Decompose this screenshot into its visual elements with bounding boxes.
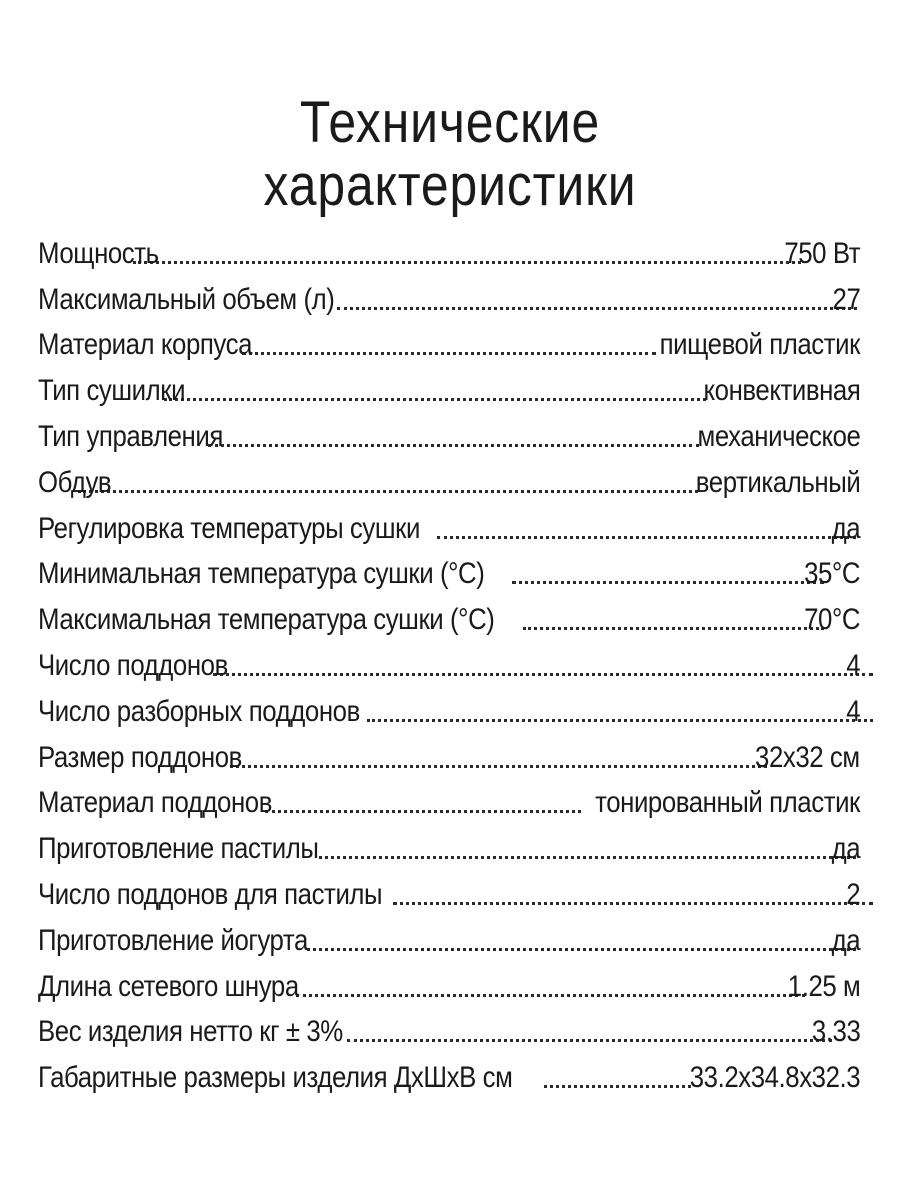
spec-label: Обдув: [38, 465, 112, 499]
spec-label: Число поддонов для пастилы: [38, 877, 383, 911]
dot-leader: [164, 398, 707, 401]
spec-row-dimensions: [38, 1049, 860, 1095]
spec-label: Приготовление пастилы: [38, 832, 319, 866]
spec-label: Регулировка температуры сушки: [38, 511, 420, 545]
spec-value: тонированный пластик: [595, 786, 860, 820]
spec-label: Вес изделия нетто кг ± 3%: [38, 1015, 343, 1049]
spec-row-pastila: [38, 820, 860, 866]
dot-leader: [512, 581, 824, 584]
dot-leader: [367, 719, 873, 722]
title-line-1: Технические: [299, 89, 601, 155]
spec-value: 750 Вт: [784, 236, 860, 270]
spec-label: Материал корпуса: [38, 328, 253, 362]
spec-value: 70°C: [804, 603, 860, 637]
spec-value: да: [831, 923, 860, 957]
spec-value: конвективная: [703, 374, 860, 408]
spec-value: 35°C: [804, 557, 860, 591]
dot-leader: [213, 673, 872, 676]
spec-row-power: [38, 225, 860, 271]
spec-value: да: [831, 832, 860, 866]
spec-row-tray-count: [38, 637, 860, 683]
dot-leader: [265, 810, 581, 813]
dot-leader: [78, 490, 698, 493]
spec-label: Материал поддонов: [38, 786, 272, 820]
dot-leader: [242, 352, 656, 355]
spec-value: пищевой пластик: [659, 328, 860, 362]
dot-leader: [347, 1039, 832, 1042]
spec-value: 2: [846, 877, 860, 911]
spec-value: 33.2х34.8х32.3: [689, 1061, 860, 1095]
spec-row-collapsible-trays: [38, 683, 860, 729]
spec-row-cord-length: [38, 958, 860, 1004]
spec-row-tray-material: [38, 775, 860, 821]
spec-label: Длина сетевого шнура: [38, 969, 299, 1003]
spec-label: Число поддонов: [38, 648, 228, 682]
spec-row-max-temp: [38, 591, 860, 637]
spec-label: Приготовление йогурта: [38, 923, 308, 957]
spec-row-tray-size: [38, 729, 860, 775]
dot-leader: [208, 444, 700, 447]
spec-label: Размер поддонов: [38, 740, 242, 774]
spec-label: Максимальный объем (л): [38, 282, 335, 316]
spec-row-dryer-type: [38, 362, 860, 408]
spec-label: Тип управления: [38, 419, 223, 453]
dot-leader: [319, 856, 856, 859]
title-line-2: характеристики: [263, 152, 637, 218]
dot-leader: [523, 627, 823, 630]
spec-label: Тип сушилки: [38, 374, 186, 408]
spec-label: Габаритные размеры изделия ДхШхВ см: [38, 1061, 513, 1095]
spec-label: Минимальная температура сушки (°C): [38, 557, 485, 591]
dot-leader: [437, 536, 856, 539]
spec-value: 1.25 м: [787, 969, 860, 1003]
spec-value: 32х32 см: [755, 740, 860, 774]
spec-value: вертикальный: [695, 465, 860, 499]
spec-row-net-weight: [38, 1004, 860, 1050]
spec-row-min-temp: [38, 546, 860, 592]
dot-leader: [133, 261, 801, 264]
spec-row-airflow: [38, 454, 860, 500]
spec-row-yogurt: [38, 912, 860, 958]
spec-value: 3.33: [811, 1015, 860, 1049]
spec-value: 4: [846, 648, 860, 682]
dot-leader: [230, 765, 767, 768]
spec-value: да: [831, 511, 860, 545]
spec-row-body-material: [38, 317, 860, 363]
page-title: [63, 91, 837, 217]
spec-label: Число разборных поддонов: [38, 694, 360, 728]
spec-row-pastila-trays: [38, 866, 860, 912]
spec-value: 27: [832, 282, 860, 316]
specs-list: [38, 225, 860, 1095]
dot-leader: [544, 1085, 690, 1088]
spec-label: Максимальная температура сушки (°C): [38, 603, 495, 637]
dot-leader: [393, 902, 873, 905]
spec-value: механическое: [697, 419, 860, 453]
dot-leader: [307, 948, 856, 951]
dot-leader: [296, 994, 805, 997]
spec-row-max-volume: [38, 271, 860, 317]
spec-value: 4: [846, 694, 860, 728]
spec-row-control-type: [38, 408, 860, 454]
spec-label: Мощность: [38, 236, 159, 270]
dot-leader: [337, 307, 856, 310]
spec-row-temp-control: [38, 500, 860, 546]
